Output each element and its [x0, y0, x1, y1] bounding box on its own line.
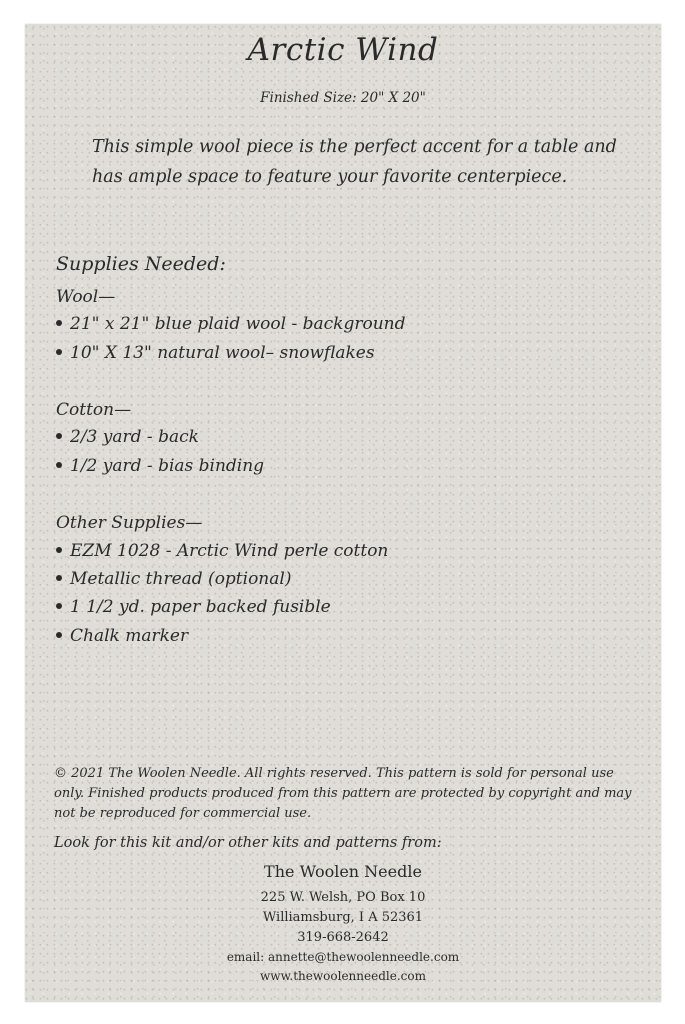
- bullet-icon: [56, 547, 62, 553]
- finished-size: Finished Size: 20" X 20": [260, 90, 426, 106]
- company-address-line2: Williamsburg, I A 52361: [262, 910, 424, 925]
- list-item: Chalk marker: [56, 626, 188, 646]
- bullet-icon: [56, 433, 62, 439]
- company-website: www.thewoolenneedle.com: [260, 969, 426, 983]
- list-item: 1 1/2 yd. paper backed fusible: [56, 597, 331, 617]
- bullet-icon: [56, 575, 62, 581]
- pattern-back-page: [25, 24, 661, 1002]
- list-item: EZM 1028 - Arctic Wind perle cotton: [56, 541, 388, 561]
- pattern-title: Arctic Wind: [247, 32, 439, 68]
- company-address-line1: 225 W. Welsh, PO Box 10: [260, 890, 426, 905]
- cotton-heading: Cotton—: [56, 400, 132, 420]
- company-name: The Woolen Needle: [264, 862, 422, 881]
- intro-paragraph: This simple wool piece is the perfect accent for a table and has ample space to feature your favorite centerpiece.: [92, 137, 617, 187]
- list-item: 10" X 13" natural wool– snowflakes: [56, 343, 375, 363]
- other-supplies-heading: Other Supplies—: [56, 513, 203, 533]
- list-item: 1/2 yard - bias binding: [56, 456, 264, 476]
- bullet-icon: [56, 349, 62, 355]
- bullet-icon: [56, 320, 62, 326]
- list-item: 21" x 21" blue plaid wool - background: [56, 314, 405, 334]
- list-item: 2/3 yard - back: [56, 427, 199, 447]
- company-email: email: annette@thewoolenneedle.com: [226, 950, 460, 964]
- bullet-icon: [56, 603, 62, 609]
- list-item: Metallic thread (optional): [56, 569, 291, 589]
- company-phone: 319-668-2642: [297, 930, 389, 945]
- copyright-notice: © 2021 The Woolen Needle. All rights reserved. This pattern is sold for personal use only. Finished products produced from this pattern are protected by copyright and may not be reproduced for commercial use.: [54, 766, 632, 821]
- look-for-text: Look for this kit and/or other kits and patterns from:: [54, 835, 442, 851]
- wool-heading: Wool—: [56, 287, 116, 307]
- bullet-icon: [56, 462, 62, 468]
- supplies-heading: Supplies Needed:: [56, 253, 226, 275]
- bullet-icon: [56, 632, 62, 638]
